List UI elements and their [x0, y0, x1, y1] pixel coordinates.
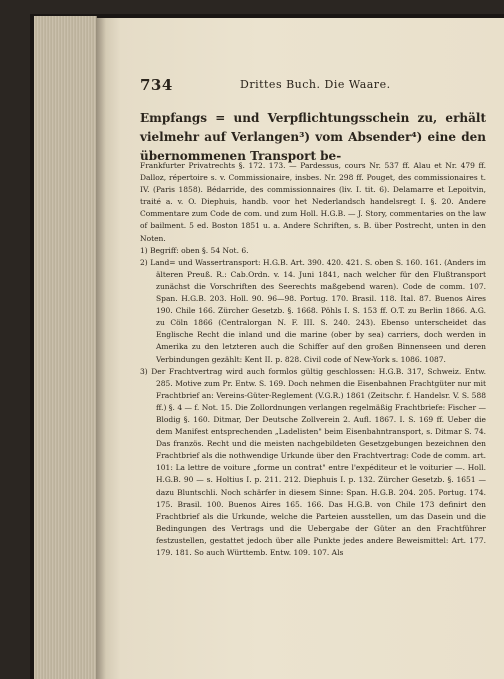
page-header [140, 76, 480, 96]
footnote-text: Der Frachtvertrag wird auch formlos gültig geschlossen: H.G.B. 317, Schweiz. Entw. 285. Motive zum Pr. Entw. S. 169. Doch nehmen die Eisenbahnen Frachtgüter nur mit Frachtbrief an: Vereins-Güter-Reglement (V.G.R.) 1861 (Zeitschr. f. Handelsr. V. S. 588 ff.) §. 4 — f. Not. 15. Die Zollordnungen verlangen regelmäßig Frachtbriefe: Fischer — Blodig §. 160. Ditmar, Der Deutsche Zollverein 2. Aufl. 1867. I. S. 169 ff. Ueber die dem Manifest entsprechenden „Ladelisten" beim Eisenbahntransport, s. Ditmar S. 74. Das französ. Recht und die meisten nachgebildeten Gesetzgebungen bezeichnen den Frachtbrief als die nothwendige Urkunde über den Frachtvertrag: Code de comm. art. 101: La lettre de voiture „forme un contrat" entre l'expéditeur et le voiturier —. Holl. H.G.B. 90 — s. Holtius I. p. 211. 212. Diephuis I. p. 132. Zürcher Gesetzb. §. 1651 — dazu Bluntschli. Noch schärfer in diesem Sinne: Span. H.G.B. 204. 205. Portug. 174. 175. Brasil. 100. Buenos Aires 165. 166. Das H.G.B. von Chile 173 definirt den Frachtbrief als die Urkunde, welche die Parteien ausstellen, um das Dasein und die Bedingungen des Vertrags und die Uebergabe der Güter an den Frachtführer festzustellen, gestattet jedoch über alle Punkte jedes andere Beweismittel: Art. 177. 179. 181. So auch Württemb. Entw. 109. 107. Als [151, 366, 486, 557]
main-text: Empfangs = und Verpflichtungsschein zu, erhält vielmehr auf Verlangen³) vom Absender⁴) eine den übernommenen Transport be- [140, 111, 486, 163]
book-page [96, 18, 504, 679]
lead-paragraph: Frankfurter Privatrechts §. 172. 173. — Pardessus, cours Nr. 537 ff. Alau et Nr. 479 ff. Dalloz, répertoire s. v. Commissionaire, insbes. Nr. 298 ff. Pouget, des commissionaires t. IV. (Paris 1858). Bédarride, des commissionnaires (liv. I. tit. 6). Delamarre et Lepoitvin, traité a. v. O. Diephuis, handb. voor het Nederlandsch handelsregt I. §. 20. Andere Commentare zum Code de com. und zum Holl. H.G.B. — J. Story, commentaries on the law of bailment. 5 ed. Boston 1851 u. a. Andere Schriften, s. B. über Postrecht, unten in den Noten. [140, 161, 486, 243]
footnote [140, 245, 486, 257]
footnote-label: 1) [140, 245, 148, 255]
footnote-label: 3) [140, 366, 148, 376]
page-edges [34, 16, 97, 679]
footnote-label: 2) [140, 257, 148, 267]
footnote-text: Begriff: oben §. 54 Not. 6. [150, 245, 249, 255]
footnote-text: Land= und Wassertransport: H.G.B. Art. 390. 420. 421. S. oben S. 160. 161. (Anders im älteren Preuß. R.: Cab.Ordn. v. 14. Juni 1841, nach welcher für den Flußtransport zunächst die Vorschriften des Seerechts maßgebend waren). Code de comm. 107. Span. H.G.B. 203. Holl. 90. 96—98. Portug. 170. Brasil. 118. Ital. 87. Buenos Aires 190. Chile 166. Zürcher Gesetzb. §. 1668. Pöhls I. S. 153 ff. O.T. zu Berlin 1866. A.G. zu Cöln 1866 (Centralorgan N. F. III. S. 240. 243). Ebenso unterscheidet das Englische Recht die inland und die marine (ober by sea) carriers, doch werden in Amerika zu den letzteren auch die Schiffer auf den großen Binnenseen und deren Verbindungen gezählt: Kent II. p. 828. Civil code of New-York s. 1086. 1087. [150, 257, 486, 364]
footnote [140, 366, 486, 560]
page-number: 734 [140, 76, 173, 94]
running-head: Drittes Buch. Die Waare. [240, 78, 391, 91]
gutter-shadow [96, 18, 106, 679]
footnote [140, 257, 486, 366]
footnotes [140, 160, 486, 559]
